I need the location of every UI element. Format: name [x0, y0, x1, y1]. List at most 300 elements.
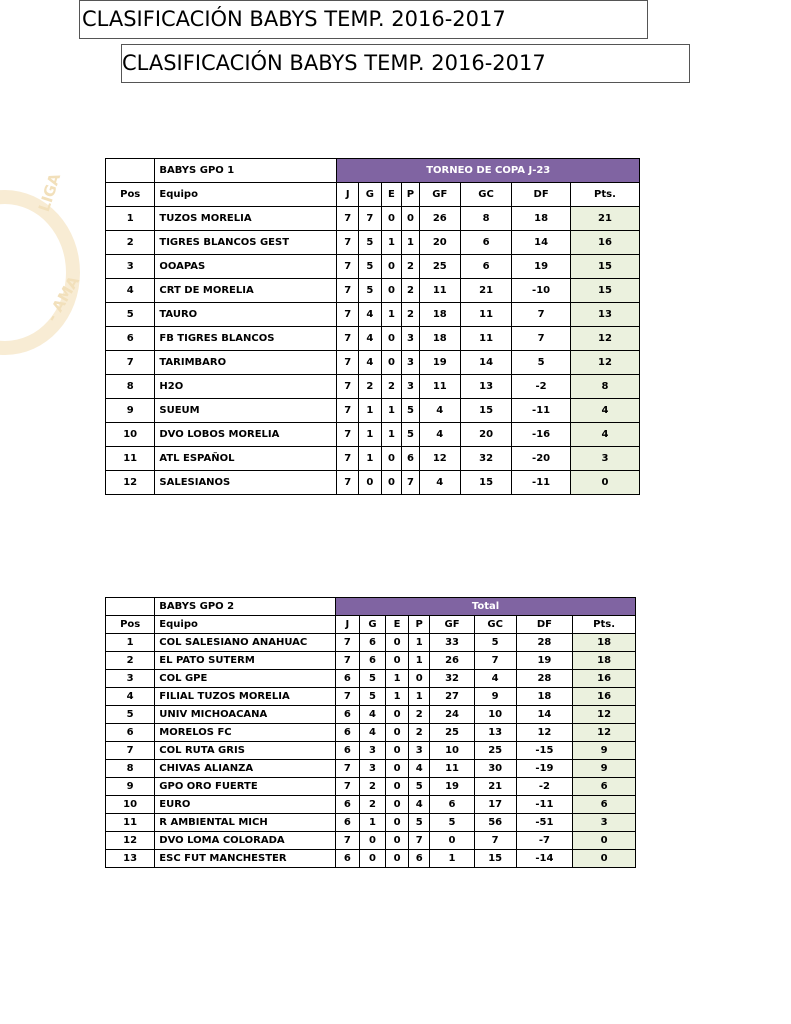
table-cell: 7 [512, 303, 571, 327]
table-cell: 1 [408, 688, 430, 706]
table-row [106, 796, 636, 814]
table-row [106, 375, 640, 399]
table-cell: 7 [337, 303, 359, 327]
table-cell: 1 [381, 303, 402, 327]
table-cell: 7 [337, 375, 359, 399]
table-cell: 1 [359, 814, 386, 832]
column-header: P [402, 183, 419, 207]
table-cell: 8 [106, 760, 155, 778]
table-cell: 11 [460, 303, 511, 327]
points-cell: 4 [570, 423, 639, 447]
table-cell: 7 [337, 279, 359, 303]
table-cell: 6 [460, 231, 511, 255]
table-cell: 18 [516, 688, 572, 706]
table-row [106, 814, 636, 832]
table-cell: 25 [419, 255, 460, 279]
points-cell: 9 [573, 760, 636, 778]
table-cell: 7 [337, 399, 359, 423]
team-name-cell: TUZOS MORELIA [155, 207, 337, 231]
table-row [106, 279, 640, 303]
table-cell: 0 [408, 670, 430, 688]
team-name-cell: OOAPAS [155, 255, 337, 279]
table-cell: 0 [359, 471, 382, 495]
table-cell: 7 [337, 471, 359, 495]
table-cell: 9 [106, 399, 155, 423]
points-cell: 0 [570, 471, 639, 495]
table-cell: 25 [430, 724, 474, 742]
table-cell: 5 [359, 279, 382, 303]
table-cell: -19 [516, 760, 572, 778]
table-cell: 7 [336, 688, 360, 706]
team-name-cell: CRT DE MORELIA [155, 279, 337, 303]
table-cell: 24 [430, 706, 474, 724]
table-cell: 5 [408, 814, 430, 832]
table-cell: 1 [402, 231, 419, 255]
team-name-cell: FB TIGRES BLANCOS [155, 327, 337, 351]
table-cell: 7 [106, 351, 155, 375]
table-cell: 5 [512, 351, 571, 375]
table-cell: 7 [336, 832, 360, 850]
table-cell: 11 [106, 447, 155, 471]
table-cell: 2 [402, 255, 419, 279]
table-row [106, 706, 636, 724]
table-cell: 1 [359, 399, 382, 423]
table-row [106, 423, 640, 447]
table-cell: 4 [106, 279, 155, 303]
points-cell: 21 [570, 207, 639, 231]
column-header: G [359, 183, 382, 207]
standings-table-group2 [105, 597, 636, 868]
table-cell: 18 [419, 303, 460, 327]
table-cell: 7 [474, 652, 516, 670]
table-cell: 4 [359, 303, 382, 327]
team-name-cell: COL GPE [155, 670, 336, 688]
table-cell: 7 [337, 207, 359, 231]
table-cell: 2 [359, 796, 386, 814]
table-cell: 4 [419, 423, 460, 447]
table-row [106, 255, 640, 279]
points-cell: 12 [573, 706, 636, 724]
table-cell: 7 [106, 742, 155, 760]
table-cell: 28 [516, 670, 572, 688]
points-cell: 0 [573, 850, 636, 868]
points-cell: 3 [573, 814, 636, 832]
team-name-cell: FILIAL TUZOS MORELIA [155, 688, 336, 706]
column-header: Equipo [155, 183, 337, 207]
table-cell: 18 [419, 327, 460, 351]
table-cell: 1 [386, 670, 409, 688]
group2-column-headers [106, 616, 636, 634]
table-row [106, 850, 636, 868]
table-cell: -11 [512, 471, 571, 495]
table-cell: 4 [359, 351, 382, 375]
table-cell: 5 [474, 634, 516, 652]
table-cell: -2 [516, 778, 572, 796]
group1-name: BABYS GPO 1 [155, 159, 337, 183]
table-cell: 6 [336, 724, 360, 742]
table-cell: 1 [106, 634, 155, 652]
table-row [106, 207, 640, 231]
table-cell: 1 [408, 634, 430, 652]
table-cell: 19 [512, 255, 571, 279]
table-cell: 12 [106, 832, 155, 850]
table-cell: 1 [408, 652, 430, 670]
table-cell: 8 [106, 375, 155, 399]
team-name-cell: COL RUTA GRIS [155, 742, 336, 760]
table-cell: 6 [336, 670, 360, 688]
team-name-cell: CHIVAS ALIANZA [155, 760, 336, 778]
table-cell: 30 [474, 760, 516, 778]
team-name-cell: EURO [155, 796, 336, 814]
column-header: DF [512, 183, 571, 207]
table-cell: 6 [460, 255, 511, 279]
table-cell: -51 [516, 814, 572, 832]
points-cell: 18 [573, 634, 636, 652]
points-cell: 16 [573, 688, 636, 706]
points-cell: 6 [573, 796, 636, 814]
table-cell: 11 [106, 814, 155, 832]
table-cell: 5 [359, 688, 386, 706]
points-cell: 4 [570, 399, 639, 423]
table-cell: 12 [516, 724, 572, 742]
table-cell: 9 [474, 688, 516, 706]
table-cell: 7 [336, 652, 360, 670]
table-cell: 0 [386, 778, 409, 796]
seal-text-bottom: - AMA [42, 273, 83, 325]
table-cell: 3 [106, 255, 155, 279]
table-cell: 0 [430, 832, 474, 850]
seal-text-top: LIGA [34, 171, 65, 214]
table-cell: 0 [381, 471, 402, 495]
team-name-cell: TAURO [155, 303, 337, 327]
table-cell: -11 [512, 399, 571, 423]
team-name-cell: GPO ORO FUERTE [155, 778, 336, 796]
table-row [106, 688, 636, 706]
table-row [106, 351, 640, 375]
team-name-cell: SALESIANOS [155, 471, 337, 495]
table-cell: 14 [460, 351, 511, 375]
table-cell: 10 [106, 796, 155, 814]
column-header: Pos [106, 183, 155, 207]
group1-column-headers [106, 183, 640, 207]
table-cell: 19 [516, 652, 572, 670]
table-row [106, 778, 636, 796]
table-cell: 5 [359, 231, 382, 255]
table-cell: 15 [474, 850, 516, 868]
table-cell: 56 [474, 814, 516, 832]
table-cell: 7 [337, 351, 359, 375]
table-cell: 4 [359, 327, 382, 351]
table-cell: 20 [419, 231, 460, 255]
table-cell: 4 [419, 399, 460, 423]
table-row [106, 399, 640, 423]
table-cell: 0 [381, 351, 402, 375]
table-cell: 3 [402, 351, 419, 375]
table-cell: 15 [460, 399, 511, 423]
table-cell: 0 [386, 742, 409, 760]
table-row [106, 327, 640, 351]
table-cell: 18 [512, 207, 571, 231]
table-cell: 7 [337, 255, 359, 279]
table-cell: 26 [419, 207, 460, 231]
table-cell: 7 [359, 207, 382, 231]
table-cell: 10 [474, 706, 516, 724]
points-cell: 16 [573, 670, 636, 688]
points-cell: 0 [573, 832, 636, 850]
table-row [106, 634, 636, 652]
table-cell: 1 [430, 850, 474, 868]
table-cell: 3 [106, 670, 155, 688]
table-row [106, 760, 636, 778]
points-cell: 12 [570, 351, 639, 375]
table-cell: 10 [430, 742, 474, 760]
table-cell: 13 [106, 850, 155, 868]
table-cell: -7 [516, 832, 572, 850]
table-cell: 4 [408, 796, 430, 814]
table-cell: 6 [402, 447, 419, 471]
column-header: J [336, 616, 360, 634]
table-cell: 6 [359, 652, 386, 670]
table-cell: 7 [337, 231, 359, 255]
table-cell: 4 [359, 724, 386, 742]
table-cell: 3 [402, 375, 419, 399]
points-cell: 3 [570, 447, 639, 471]
group2-body [106, 598, 636, 868]
table-cell: 14 [512, 231, 571, 255]
table-cell: 6 [359, 634, 386, 652]
table-cell: 4 [474, 670, 516, 688]
points-cell: 8 [570, 375, 639, 399]
table-cell: 19 [430, 778, 474, 796]
team-name-cell: ATL ESPAÑOL [155, 447, 337, 471]
table-cell: 0 [386, 796, 409, 814]
column-header: E [381, 183, 402, 207]
table-cell: 2 [402, 303, 419, 327]
table-cell: 8 [460, 207, 511, 231]
group2-band-header: Total [336, 598, 636, 616]
column-header: GC [460, 183, 511, 207]
column-header: G [359, 616, 386, 634]
table-cell: 0 [381, 447, 402, 471]
column-header: Pts. [573, 616, 636, 634]
table-cell: 1 [359, 423, 382, 447]
column-header: P [408, 616, 430, 634]
team-name-cell: ESC FUT MANCHESTER [155, 850, 336, 868]
table-cell: 1 [381, 423, 402, 447]
table-cell: 4 [408, 760, 430, 778]
column-header: GF [430, 616, 474, 634]
table-cell: 1 [381, 399, 402, 423]
page-title-primary: CLASIFICACIÓN BABYS TEMP. 2016-2017 [79, 0, 648, 39]
table-cell: 6 [106, 724, 155, 742]
column-header: Pts. [570, 183, 639, 207]
table-cell: -14 [516, 850, 572, 868]
table-cell: 17 [474, 796, 516, 814]
table-row [106, 670, 636, 688]
table-cell: 0 [381, 279, 402, 303]
table-cell: 7 [512, 327, 571, 351]
table-cell: 12 [106, 471, 155, 495]
table-cell: 5 [430, 814, 474, 832]
table-cell: 0 [386, 814, 409, 832]
table-cell: -15 [516, 742, 572, 760]
table-cell: 2 [106, 652, 155, 670]
table-cell: -11 [516, 796, 572, 814]
points-cell: 15 [570, 279, 639, 303]
column-header: Pos [106, 616, 155, 634]
table-cell: 7 [474, 832, 516, 850]
column-header: J [337, 183, 359, 207]
table-cell: 6 [336, 796, 360, 814]
table-cell: 2 [408, 706, 430, 724]
table-cell: 9 [106, 778, 155, 796]
table-cell: 1 [381, 231, 402, 255]
table-cell: 0 [386, 850, 409, 868]
standings-table-group1 [105, 158, 640, 495]
table-cell: 7 [408, 832, 430, 850]
column-header: GF [419, 183, 460, 207]
team-name-cell: DVO LOBOS MORELIA [155, 423, 337, 447]
points-cell: 13 [570, 303, 639, 327]
group1-title-row [106, 159, 640, 183]
table-cell: 2 [359, 375, 382, 399]
column-header: GC [474, 616, 516, 634]
table-cell: 0 [359, 832, 386, 850]
table-cell: 6 [430, 796, 474, 814]
team-name-cell: H2O [155, 375, 337, 399]
table-cell: 5 [106, 303, 155, 327]
page-title-secondary: CLASIFICACIÓN BABYS TEMP. 2016-2017 [121, 44, 690, 83]
group2-title-row [106, 598, 636, 616]
table-cell: 10 [106, 423, 155, 447]
table-cell: 26 [430, 652, 474, 670]
column-header: DF [516, 616, 572, 634]
group2-corner-cell [106, 598, 155, 616]
table-row [106, 724, 636, 742]
table-cell: 5 [359, 670, 386, 688]
table-cell: -2 [512, 375, 571, 399]
table-cell: 19 [419, 351, 460, 375]
team-name-cell: TARIMBARO [155, 351, 337, 375]
table-cell: 11 [419, 279, 460, 303]
table-cell: 33 [430, 634, 474, 652]
team-name-cell: COL SALESIANO ANAHUAC [155, 634, 336, 652]
table-cell: 3 [359, 742, 386, 760]
team-name-cell: UNIV MICHOACANA [155, 706, 336, 724]
table-cell: 7 [402, 471, 419, 495]
table-cell: 14 [516, 706, 572, 724]
table-cell: 7 [337, 327, 359, 351]
table-row [106, 742, 636, 760]
table-cell: 0 [402, 207, 419, 231]
table-cell: 0 [381, 255, 402, 279]
table-cell: 3 [408, 742, 430, 760]
table-cell: 1 [359, 447, 382, 471]
group1-band-header: TORNEO DE COPA J-23 [337, 159, 640, 183]
table-cell: 2 [381, 375, 402, 399]
table-row [106, 652, 636, 670]
table-cell: 27 [430, 688, 474, 706]
table-cell: 12 [419, 447, 460, 471]
table-cell: 11 [430, 760, 474, 778]
table-cell: 2 [359, 778, 386, 796]
group1-body [106, 159, 640, 495]
table-cell: 25 [474, 742, 516, 760]
table-cell: 5 [408, 778, 430, 796]
table-cell: -10 [512, 279, 571, 303]
group1-corner-cell [106, 159, 155, 183]
table-cell: 13 [474, 724, 516, 742]
table-cell: 7 [337, 423, 359, 447]
table-cell: 2 [402, 279, 419, 303]
table-cell: 5 [402, 423, 419, 447]
table-cell: 6 [336, 814, 360, 832]
table-cell: 3 [359, 760, 386, 778]
table-cell: 0 [381, 207, 402, 231]
table-cell: 7 [336, 634, 360, 652]
points-cell: 18 [573, 652, 636, 670]
table-cell: 0 [386, 652, 409, 670]
table-cell: 0 [386, 706, 409, 724]
table-cell: 15 [460, 471, 511, 495]
table-cell: 4 [419, 471, 460, 495]
table-cell: 1 [386, 688, 409, 706]
group2-name: BABYS GPO 2 [155, 598, 336, 616]
team-name-cell: SUEUM [155, 399, 337, 423]
table-cell: 0 [386, 724, 409, 742]
table-cell: 2 [106, 231, 155, 255]
table-cell: 11 [419, 375, 460, 399]
table-cell: 2 [408, 724, 430, 742]
table-cell: 0 [386, 832, 409, 850]
table-cell: 3 [402, 327, 419, 351]
table-row [106, 231, 640, 255]
table-cell: -20 [512, 447, 571, 471]
table-cell: 6 [408, 850, 430, 868]
table-cell: 32 [460, 447, 511, 471]
table-cell: 20 [460, 423, 511, 447]
team-name-cell: MORELOS FC [155, 724, 336, 742]
table-cell: 28 [516, 634, 572, 652]
table-row [106, 447, 640, 471]
table-row [106, 471, 640, 495]
table-cell: 7 [336, 760, 360, 778]
points-cell: 12 [573, 724, 636, 742]
table-cell: 0 [381, 327, 402, 351]
table-cell: 5 [106, 706, 155, 724]
table-cell: 0 [386, 760, 409, 778]
team-name-cell: EL PATO SUTERM [155, 652, 336, 670]
table-row [106, 303, 640, 327]
team-name-cell: R AMBIENTAL MICH [155, 814, 336, 832]
team-name-cell: DVO LOMA COLORADA [155, 832, 336, 850]
table-cell: 6 [336, 850, 360, 868]
table-cell: 4 [106, 688, 155, 706]
table-row [106, 832, 636, 850]
points-cell: 9 [573, 742, 636, 760]
table-cell: 4 [359, 706, 386, 724]
table-cell: 11 [460, 327, 511, 351]
table-cell: 7 [336, 778, 360, 796]
table-cell: 0 [359, 850, 386, 868]
table-cell: 0 [386, 634, 409, 652]
column-header: Equipo [155, 616, 336, 634]
table-cell: 7 [337, 447, 359, 471]
table-cell: 21 [460, 279, 511, 303]
table-cell: 1 [106, 207, 155, 231]
column-header: E [386, 616, 409, 634]
points-cell: 12 [570, 327, 639, 351]
